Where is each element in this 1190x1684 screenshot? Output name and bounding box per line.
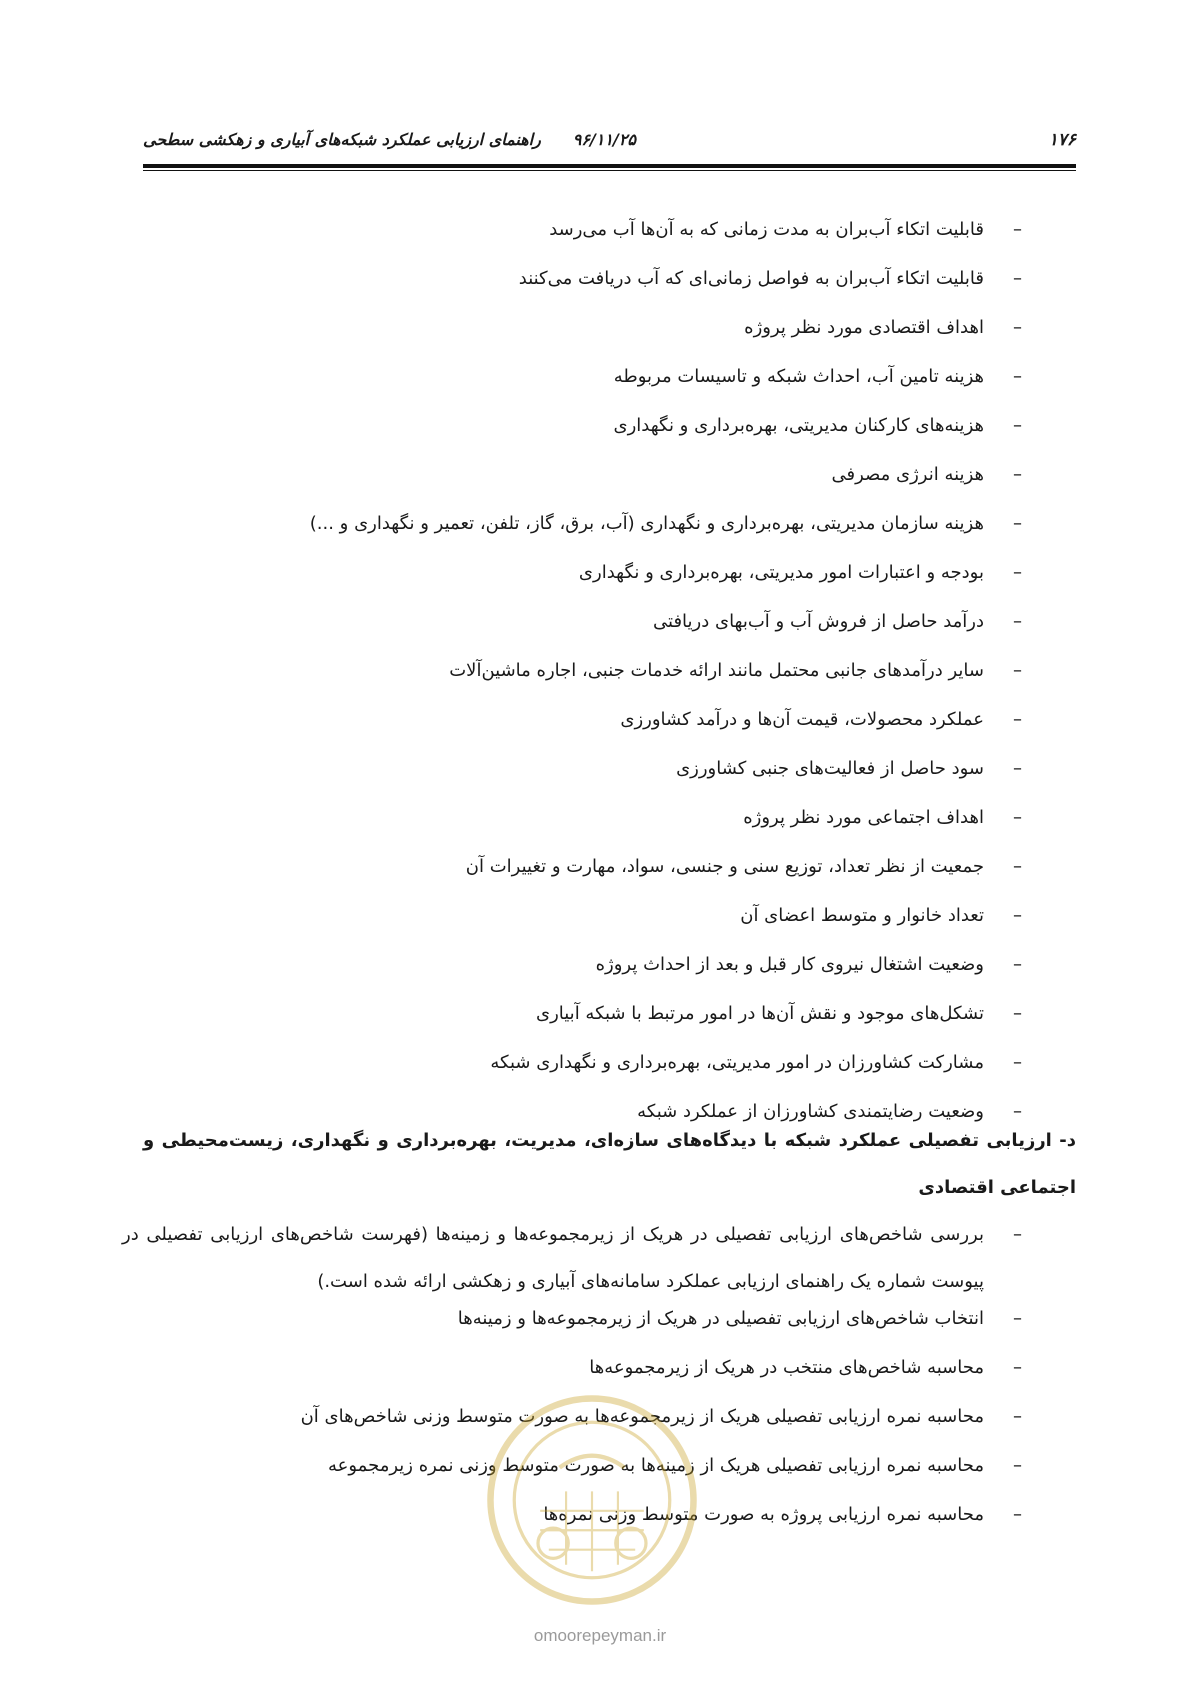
bullet-list-steps xyxy=(122,1223,1022,1552)
list-item: – سایر درآمدهای جانبی محتمل مانند ارائه خدمات جنبی، اجاره ماشین‌آلات xyxy=(122,659,1022,708)
list-item: – انتخاب شاخص‌های ارزیابی تفصیلی در هریک از زیرمجموعه‌ها و زمینه‌ها xyxy=(122,1307,1022,1356)
section-heading: د- ارزیابی تفصیلی عملکرد شبکه با دیدگاه‌های سازه‌ای، مدیریت، بهره‌برداری و نگهداری، زیست‌محیطی و اجتماعی اقتصادی xyxy=(143,1130,1076,1198)
list-item: – بودجه و اعتبارات امور مدیریتی، بهره‌برداری و نگهداری xyxy=(122,561,1022,610)
list-item: – اهداف اجتماعی مورد نظر پروژه xyxy=(122,806,1022,855)
list-item: – هزینه سازمان مدیریتی، بهره‌برداری و نگهداری (آب، برق، گاز، تلفن، تعمیر و نگهداری و ...) xyxy=(122,512,1022,561)
list-item: – محاسبه نمره ارزیابی تفصیلی هریک از زیرمجموعه‌ها به صورت متوسط وزنی شاخص‌های آن xyxy=(122,1405,1022,1454)
list-item: – درآمد حاصل از فروش آب و آب‌بهای دریافتی xyxy=(122,610,1022,659)
list-item: – هزینه انرژی مصرفی xyxy=(122,463,1022,512)
list-item: – بررسی شاخص‌های ارزیابی تفصیلی در هریک از زیرمجموعه‌ها و زمینه‌ها (فهرست شاخص‌های ارزیابی تفصیلی در پیوست شماره یک راهنمای ارزیابی عملکرد سامانه‌های آبیاری و زهکشی ارائه شده است.) xyxy=(122,1211,1022,1307)
list-item: – قابلیت اتکاء آب‌بران به مدت زمانی که به آن‌ها آب می‌رسد xyxy=(122,218,1022,267)
list-item: – تشکل‌های موجود و نقش آن‌ها در امور مرتبط با شبکه آبیاری xyxy=(122,1002,1022,1051)
list-item: – هزینه‌های کارکنان مدیریتی، بهره‌برداری و نگهداری xyxy=(122,414,1022,463)
list-item: – عملکرد محصولات، قیمت آن‌ها و درآمد کشاورزی xyxy=(122,708,1022,757)
list-item: – مشارکت کشاورزان در امور مدیریتی، بهره‌برداری و نگهداری شبکه xyxy=(122,1051,1022,1100)
list-item: – تعداد خانوار و متوسط اعضای آن xyxy=(122,904,1022,953)
list-item: – وضعیت رضایتمندی کشاورزان از عملکرد شبکه xyxy=(122,1100,1022,1149)
running-header xyxy=(143,130,1076,166)
list-item: – محاسبه شاخص‌های منتخب در هریک از زیرمجموعه‌ها xyxy=(122,1356,1022,1405)
bullet-list-data-items xyxy=(122,218,1022,1149)
list-item: – اهداف اقتصادی مورد نظر پروژه xyxy=(122,316,1022,365)
list-item: – قابلیت اتکاء آب‌بران به فواصل زمانی‌ای که آب دریافت می‌کنند xyxy=(122,267,1022,316)
header-rule-thick xyxy=(143,164,1076,168)
list-item: – محاسبه نمره ارزیابی تفصیلی هریک از زمینه‌ها به صورت متوسط وزنی نمره زیرمجموعه xyxy=(122,1454,1022,1503)
header-rule-thin xyxy=(143,170,1076,171)
list-item: – هزینه تامین آب، احداث شبکه و تاسیسات مربوطه xyxy=(122,365,1022,414)
watermark-site: omoorepeyman.ir xyxy=(533,1626,667,1645)
header-title: راهنمای ارزیابی عملکرد شبکه‌های آبیاری و زهکشی سطحی xyxy=(143,130,541,149)
list-item: – وضعیت اشتغال نیروی کار قبل و بعد از احداث پروژه xyxy=(122,953,1022,1002)
header-date: ۹۶/۱۱/۲۵ xyxy=(572,130,636,149)
list-item: – سود حاصل از فعالیت‌های جنبی کشاورزی xyxy=(122,757,1022,806)
list-item: – محاسبه نمره ارزیابی پروژه به صورت متوسط وزنی نمره‌ها xyxy=(122,1503,1022,1552)
page-number: ۱۷۶ xyxy=(1048,130,1076,150)
list-item: – جمعیت از نظر تعداد، توزیع سنی و جنسی، سواد، مهارت و تغییرات آن xyxy=(122,855,1022,904)
